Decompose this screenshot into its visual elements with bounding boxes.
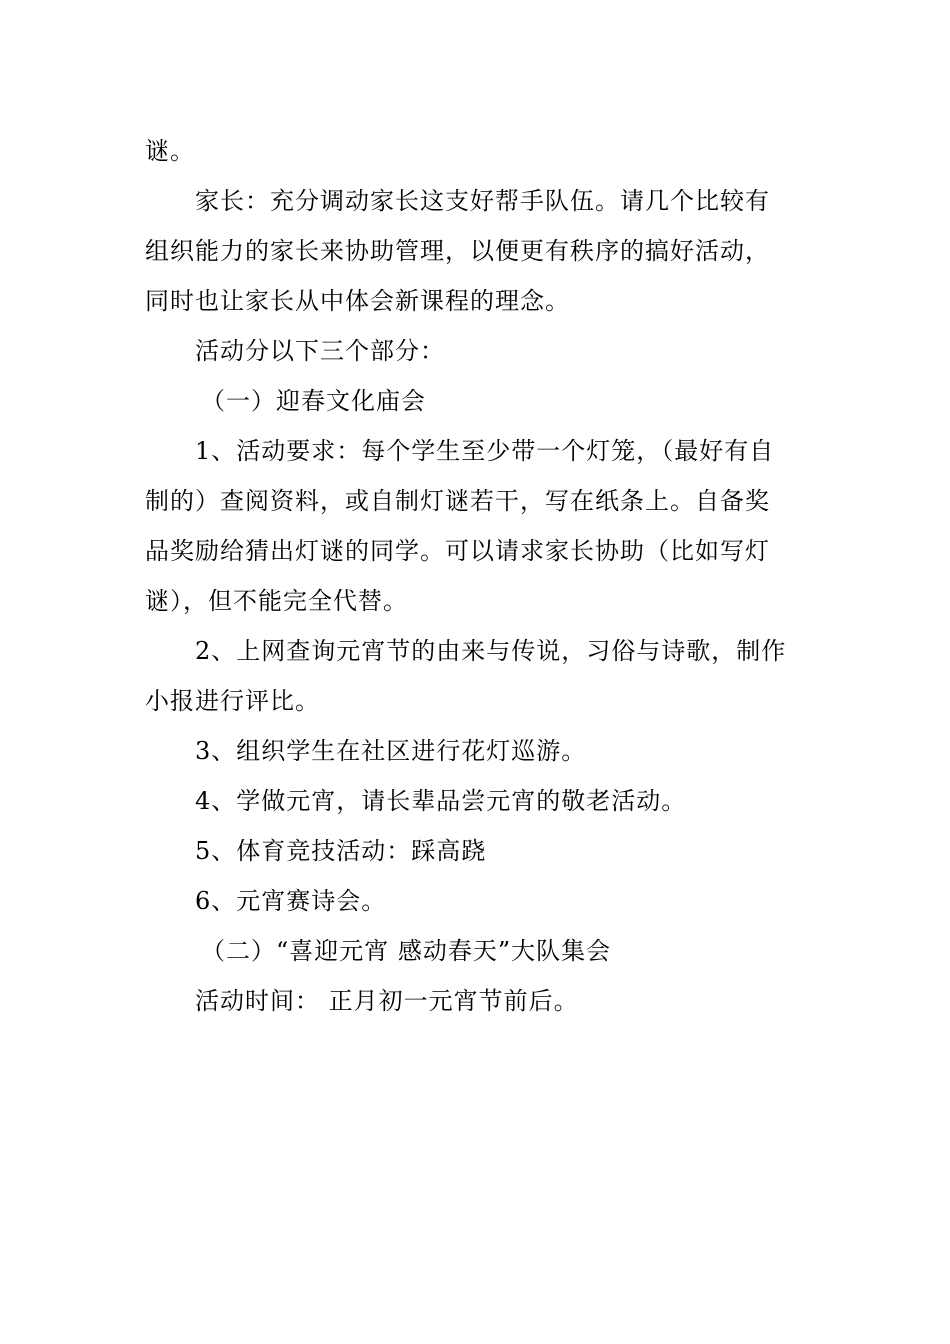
paragraph-activity-parts: 活动分以下三个部分： [195, 337, 445, 365]
list-item-4: 4、学做元宵，请长辈品尝元宵的敬老活动。 [195, 787, 687, 815]
list-item-1: 1、活动要求：每个学生至少带一个灯笼，（最好有自 [195, 437, 775, 465]
list-item-3: 3、组织学生在社区进行花灯巡游。 [195, 737, 587, 765]
paragraph-parents: 家长：充分调动家长这支好帮手队伍。请几个比较有 [195, 187, 770, 215]
text-line: 同时也让家长从中体会新课程的理念。 [145, 287, 570, 315]
text-line: 组织能力的家长来协助管理，以便更有秩序的搞好活动， [145, 237, 770, 265]
text-line: 制的）查阅资料，或自制灯谜若干，写在纸条上。自备奖 [145, 487, 770, 515]
text-line: 谜），但不能完全代替。 [145, 587, 408, 615]
section-heading-1: （一）迎春文化庙会 [201, 387, 426, 415]
list-item-2: 2、上网查询元宵节的由来与传说，习俗与诗歌，制作 [195, 637, 787, 665]
list-item-6: 6、元宵赛诗会。 [195, 887, 387, 915]
text-line: 品奖励给猜出灯谜的同学。可以请求家长协助（比如写灯 [145, 537, 770, 565]
activity-time: 活动时间： 正月初一元宵节前后。 [195, 987, 579, 1015]
section-heading-2: （二）“喜迎元宵 感动春天”大队集会 [201, 937, 612, 965]
text-line: 谜。 [145, 137, 195, 165]
document-body [145, 126, 810, 1026]
list-item-5: 5、体育竞技活动：踩高跷 [195, 837, 487, 865]
text-line: 小报进行评比。 [145, 687, 320, 715]
